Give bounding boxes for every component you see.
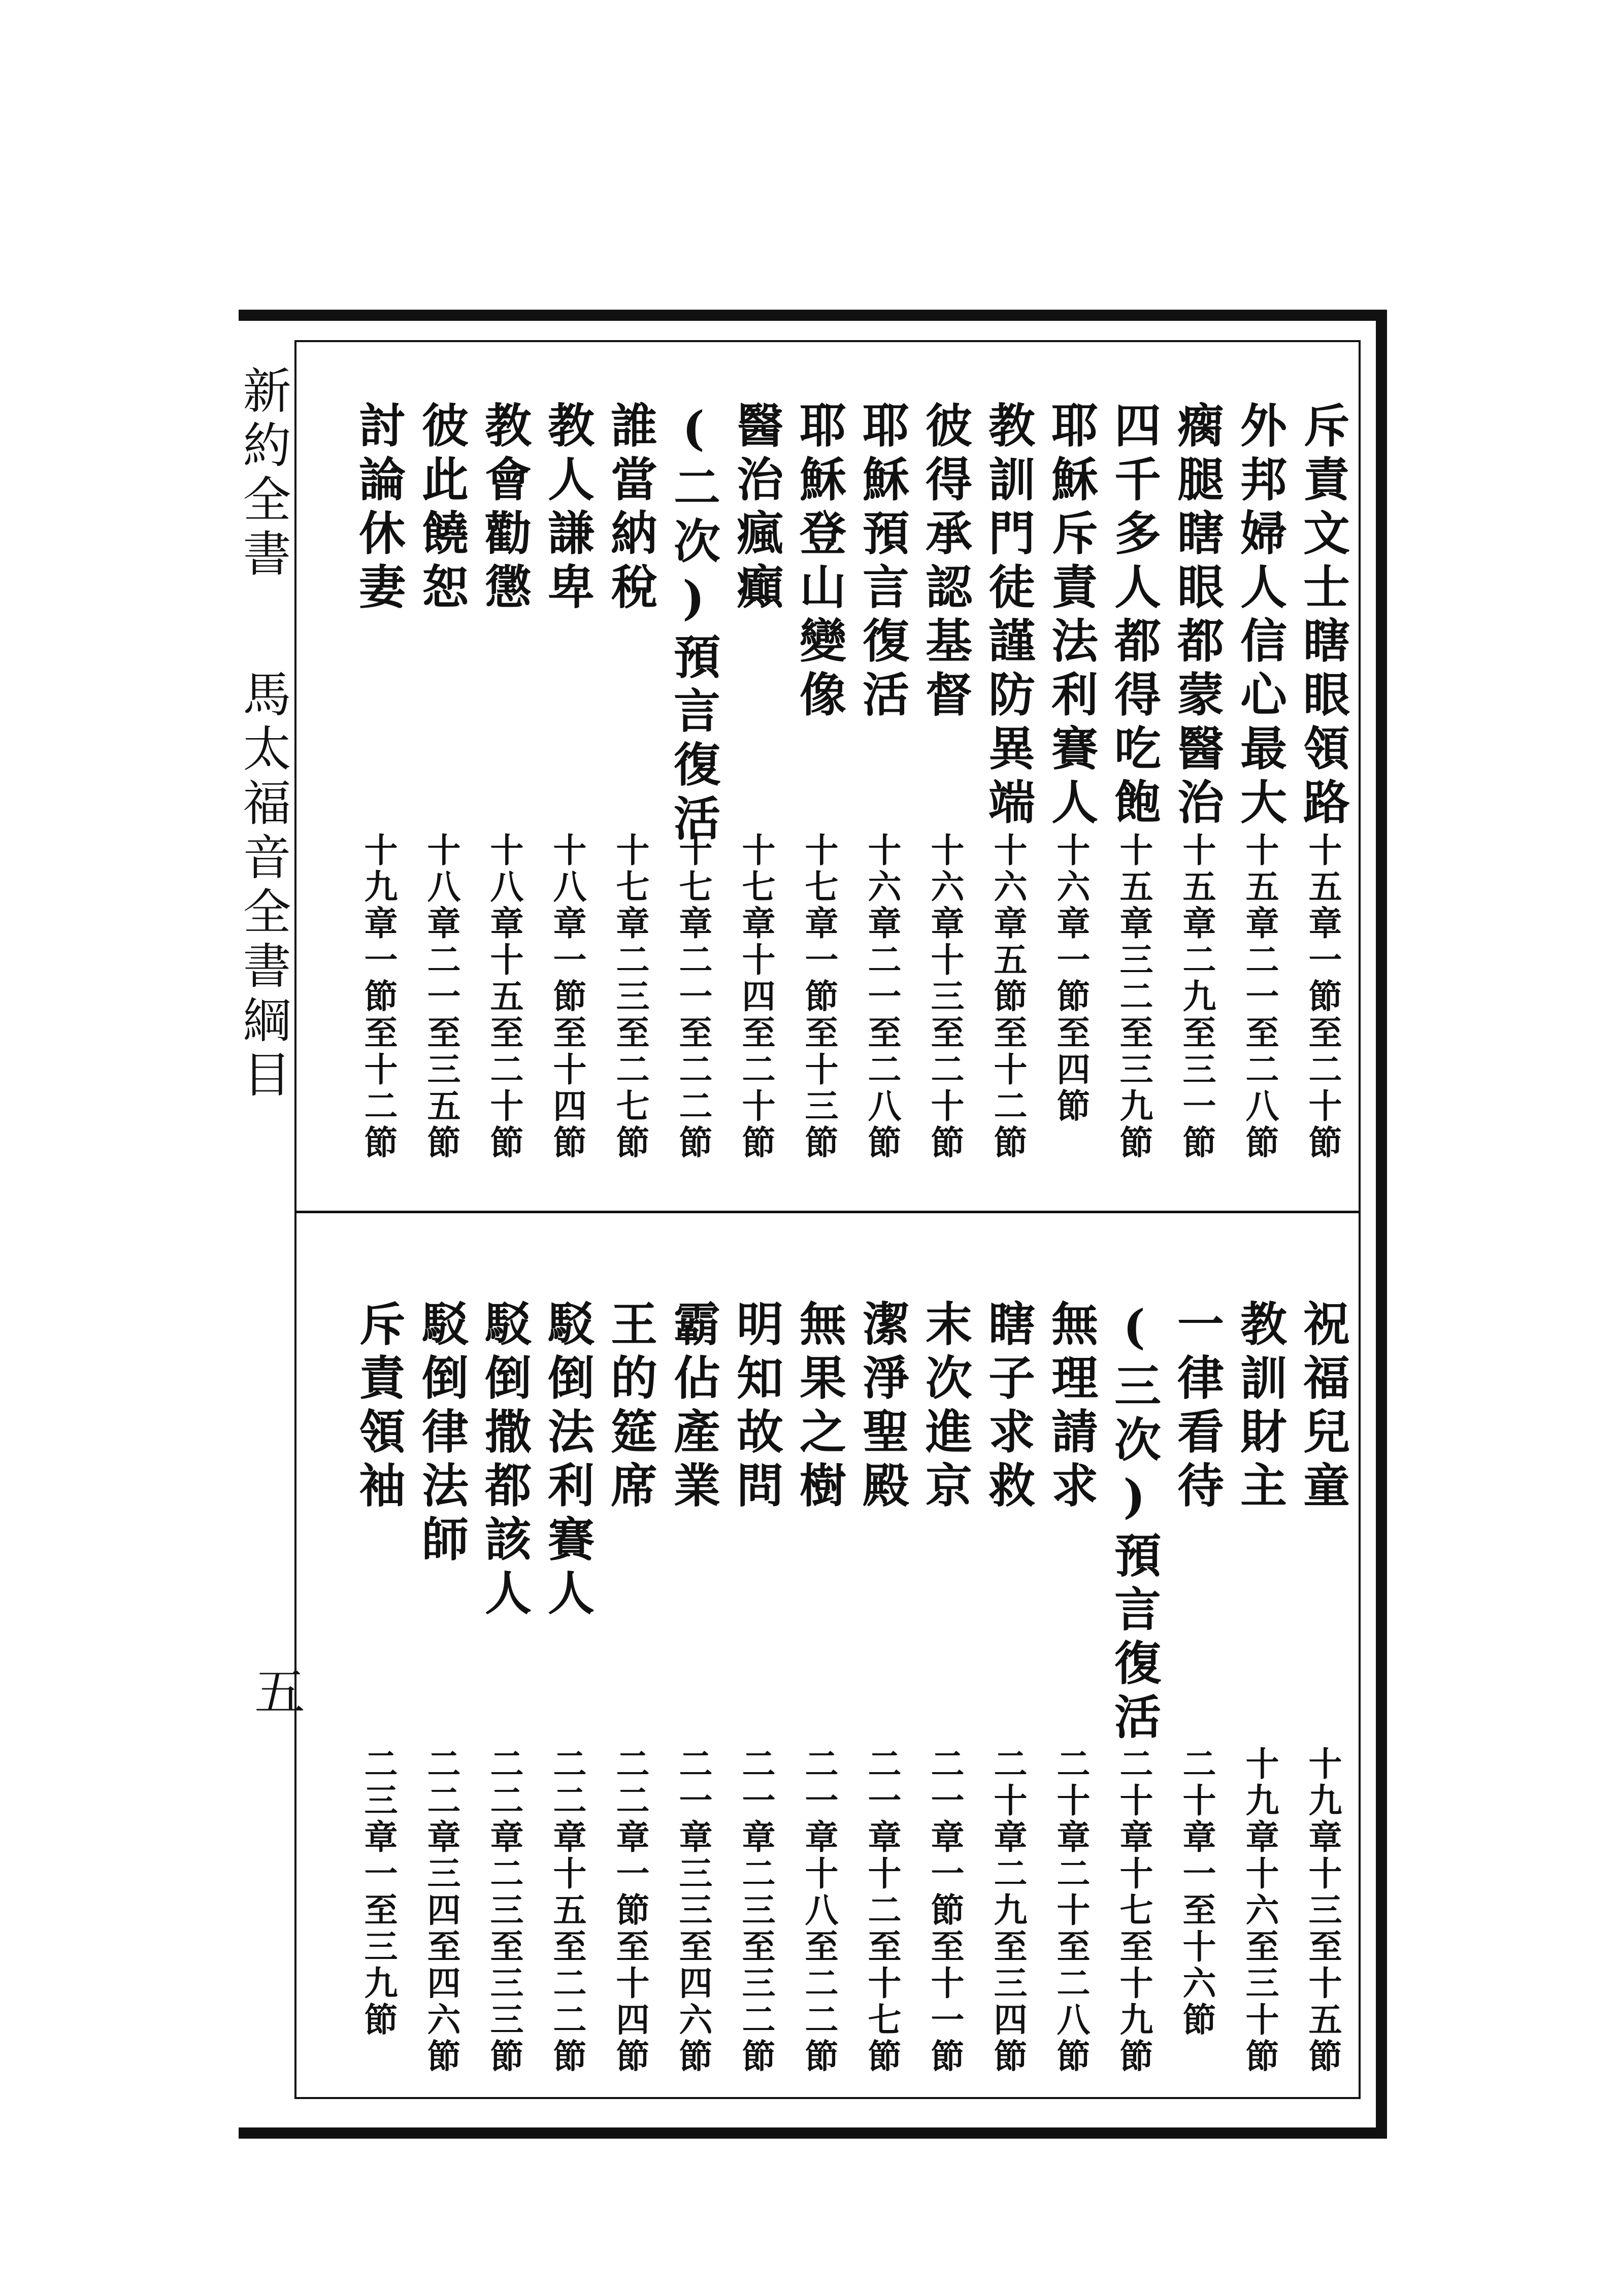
entry-title: 王的筵席 (603, 1300, 658, 1515)
entry-reference: 二一章三三至四六節 (673, 1746, 713, 2075)
entry-reference: 十五章一節至二十節 (1303, 833, 1342, 1161)
entry-title: 討論休妻 (351, 401, 406, 616)
entry-title: 教會勸懲 (477, 401, 532, 616)
entry-reference: 二一章二三至三二節 (736, 1746, 776, 2075)
margin-header (235, 365, 291, 1104)
entry-title: 教訓門徒謹防異端 (981, 401, 1036, 831)
entry-reference: 十七章十四至二十節 (736, 833, 776, 1161)
entry-reference: 十九章一節至十二節 (358, 833, 398, 1161)
entry-reference: 十八章十五至二十節 (484, 833, 524, 1161)
entry-reference: 二一章十八至二二節 (799, 1746, 839, 2075)
entry-title: 耶穌斥責法利賽人 (1044, 401, 1099, 831)
entry-title: 斥責領袖 (351, 1300, 406, 1515)
entry-title: 駁倒撒都該人 (477, 1300, 532, 1622)
entry-reference: 十六章二一至二八節 (862, 833, 902, 1161)
entry-title: 耶穌預言復活 (855, 401, 910, 724)
entry-reference: 十九章十三至十五節 (1303, 1746, 1342, 2075)
entry-reference: 十七章二三至二七節 (610, 833, 650, 1161)
entry-title: 潔淨聖殿 (855, 1300, 910, 1515)
entry-reference: 十七章二一至二二節 (673, 833, 713, 1161)
entry-reference: 十七章一節至十三節 (799, 833, 839, 1161)
entry-title: 一律看待 (1170, 1300, 1225, 1515)
entry-title: 祝福兒童 (1296, 1300, 1350, 1515)
section-title: 馬太福音全書綱目 (235, 669, 291, 1104)
entry-title: 耶穌登山變像 (792, 401, 847, 724)
section-divider (294, 1211, 1361, 1213)
entry-title: 瘸腿瞎眼都蒙醫治 (1170, 401, 1225, 831)
entry-reference: 二二章二三至三三節 (484, 1746, 524, 2075)
entry-reference: 二二章三四至四六節 (421, 1746, 461, 2075)
entry-reference: 二二章一節至十四節 (610, 1746, 650, 2075)
entry-title: (二次)預言復活 (666, 401, 721, 848)
entry-title: 明知故問 (729, 1300, 784, 1515)
entry-title: 駁倒法利賽人 (540, 1300, 595, 1622)
entry-reference: 十五章三二至三九節 (1114, 833, 1153, 1161)
entry-title: 彼得承認基督 (918, 401, 973, 724)
entry-reference: 二十章二十至二八節 (1051, 1746, 1091, 2075)
entry-reference: 十五章二九至三一節 (1177, 833, 1216, 1161)
entry-title: 醫治瘋癲 (729, 401, 784, 616)
entry-reference: 十六章一節至四節 (1051, 833, 1091, 1125)
entry-reference: 十六章十三至二十節 (925, 833, 965, 1161)
entry-reference: 十八章二一至三五節 (421, 833, 461, 1161)
entry-reference: 十八章一節至十四節 (547, 833, 587, 1161)
entry-title: 彼此饒恕 (414, 401, 469, 616)
entry-title: 誰當納稅 (603, 401, 658, 616)
entry-title: 駁倒律法師 (414, 1300, 469, 1569)
entry-reference: 二十章二九至三四節 (988, 1746, 1028, 2075)
entry-title: 斥責文士瞎眼領路 (1296, 401, 1350, 831)
entry-title: 四千多人都得吃飽 (1107, 401, 1162, 831)
entry-reference: 二十章十七至十九節 (1114, 1746, 1153, 2075)
entry-title: 教人謙卑 (540, 401, 595, 616)
entry-title: (三次)預言復活 (1107, 1300, 1162, 1746)
entry-title: 無理請求 (1044, 1300, 1099, 1515)
entry-reference: 十九章十六至三十節 (1240, 1746, 1279, 2075)
entry-title: 無果之樹 (792, 1300, 847, 1515)
entry-title: 外邦婦人信心最大 (1233, 401, 1288, 831)
entry-reference: 二一章一節至十一節 (925, 1746, 965, 2075)
entry-title: 末次進京 (918, 1300, 973, 1515)
entry-title: 霸佔產業 (666, 1300, 721, 1515)
entry-title: 教訓財主 (1233, 1300, 1288, 1515)
entry-reference: 二二章十五至二二節 (547, 1746, 587, 2075)
entry-reference: 二三章一至三九節 (358, 1746, 398, 2039)
entry-reference: 十六章五節至十二節 (988, 833, 1028, 1161)
entry-reference: 二十章一至十六節 (1177, 1746, 1216, 2039)
page-number: 五 (246, 1665, 305, 1716)
entry-reference: 十五章二一至二八節 (1240, 833, 1279, 1161)
entry-reference: 二一章十二至十七節 (862, 1746, 902, 2075)
entry-title: 瞎子求救 (981, 1300, 1036, 1515)
book-title: 新約全書 (235, 365, 291, 583)
